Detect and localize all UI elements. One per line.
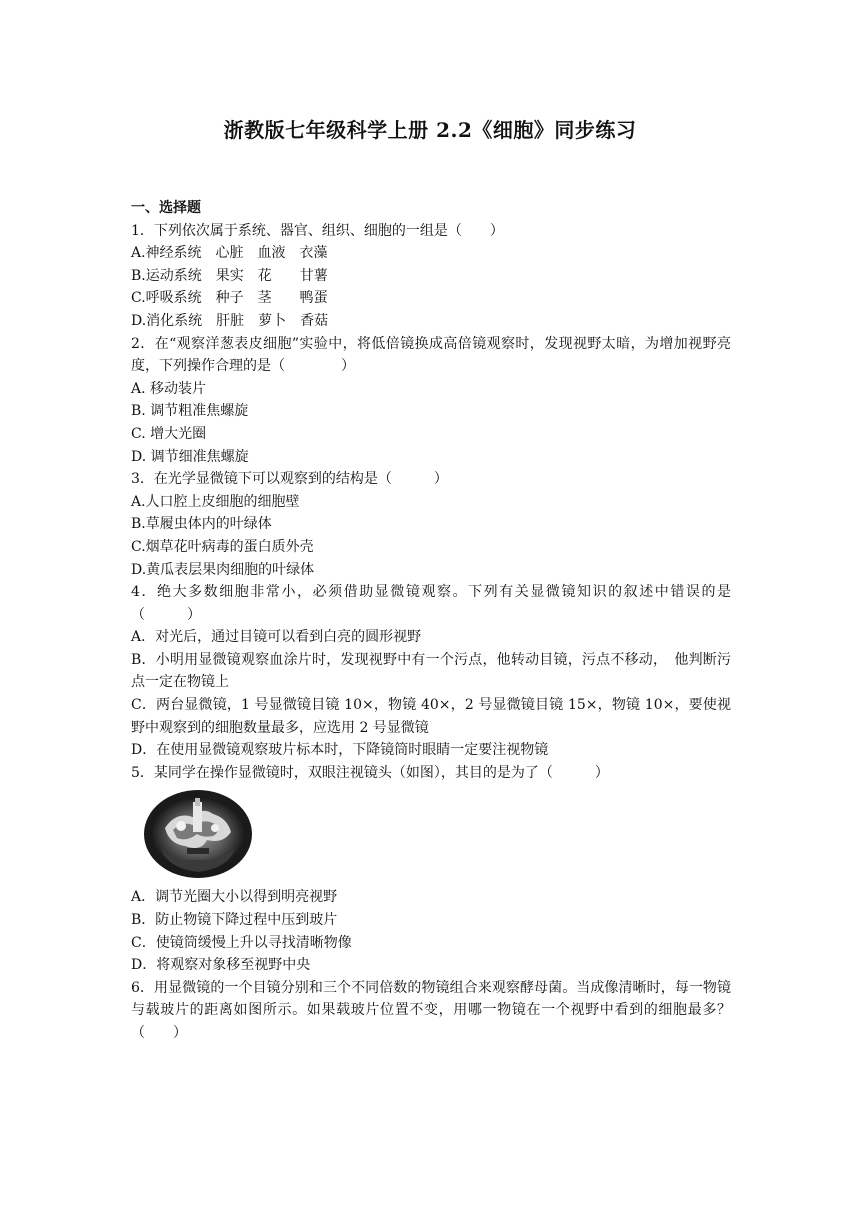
question-3-stem: 3．在光学显微镜下可以观察到的结构是（ ） [131, 471, 448, 488]
question-1-option-d: D.消化系统 肝脏 萝卜 香菇 [131, 312, 329, 329]
question-3-option-b: B.草履虫体内的叶绿体 [131, 516, 272, 533]
question-1-option-c: C.呼吸系统 种子 茎 鸭蛋 [131, 290, 328, 307]
microscope-photo-image [143, 788, 253, 880]
question-2-stem: 2．在“观察洋葱表皮细胞”实验中，将低倍镜换成高倍镜观察时，发现视野太暗，为增加视野亮度，下列操作合理的是（ ） [131, 335, 731, 375]
question-2-option-a: A. 移动装片 [131, 380, 207, 397]
question-6-stem: 6．用显微镜的一个目镜分别和三个不同倍数的物镜组合来观察酵母菌。当成像清晰时，每一物镜与载玻片的距离如图所示。如果载玻片位置不变，用哪一物镜在一个视野中看到的细胞最多？（ ） [131, 979, 731, 1041]
question-4-option-b: B．小明用显微镜观察血涂片时，发现视野中有一个污点，他转动目镜，污点不移动， 他判断污点一定在物镜上 [131, 651, 731, 691]
question-5-option-b: B．防止物镜下降过程中压到玻片 [131, 912, 338, 929]
section-heading: 一、选择题 [131, 200, 201, 216]
question-3-option-c: C.烟草花叶病毒的蛋白质外壳 [131, 538, 314, 555]
question-1-option-a: A.神经系统 心脏 血液 衣藻 [131, 245, 328, 262]
page-title: 浙教版七年级科学上册 2.2《细胞》同步练习 [223, 118, 637, 142]
question-4-option-c: C．两台显微镜，1 号显微镜目镜 10×，物镜 40×，2 号显微镜目镜 15×，物镜 10×，要使视野中观察到的细胞数量最多，应选用 2 号显微镜 [131, 697, 731, 736]
question-5-stem: 5．某同学在操作显微镜时，双眼注视镜头（如图），其目的是为了（ ） [131, 764, 609, 781]
question-4-option-d: D．在使用显微镜观察玻片标本时，下降镜筒时眼睛一定要注视物镜 [131, 742, 549, 759]
question-3-option-d: D.黄瓜表层果肉细胞的叶绿体 [131, 561, 315, 578]
question-2-option-d: D. 调节细准焦螺旋 [131, 448, 249, 465]
microscope-photo [143, 788, 253, 880]
question-content [131, 197, 731, 1045]
question-4-option-a: A．对光后，通过目镜可以看到白亮的圆形视野 [131, 629, 422, 646]
question-2-option-c: C. 增大光圈 [131, 425, 207, 442]
question-1-stem: 1．下列依次属于系统、器官、组织、细胞的一组是（ ） [131, 222, 504, 239]
question-4-stem: 4．绝大多数细胞非常小，必须借助显微镜观察。下列有关显微镜知识的叙述中错误的是（ ） [131, 584, 731, 623]
question-3-option-a: A.人口腔上皮细胞的细胞壁 [131, 493, 300, 510]
question-5-option-d: D．将观察对象移至视野中央 [131, 957, 311, 974]
question-2-option-b: B. 调节粗准焦螺旋 [131, 403, 249, 420]
question-5-option-c: C．使镜筒缓慢上升以寻找清晰物像 [131, 934, 352, 951]
question-1-option-b: B.运动系统 果实 花 甘薯 [131, 267, 328, 284]
question-5-option-a: A．调节光圈大小以得到明亮视野 [131, 889, 338, 906]
